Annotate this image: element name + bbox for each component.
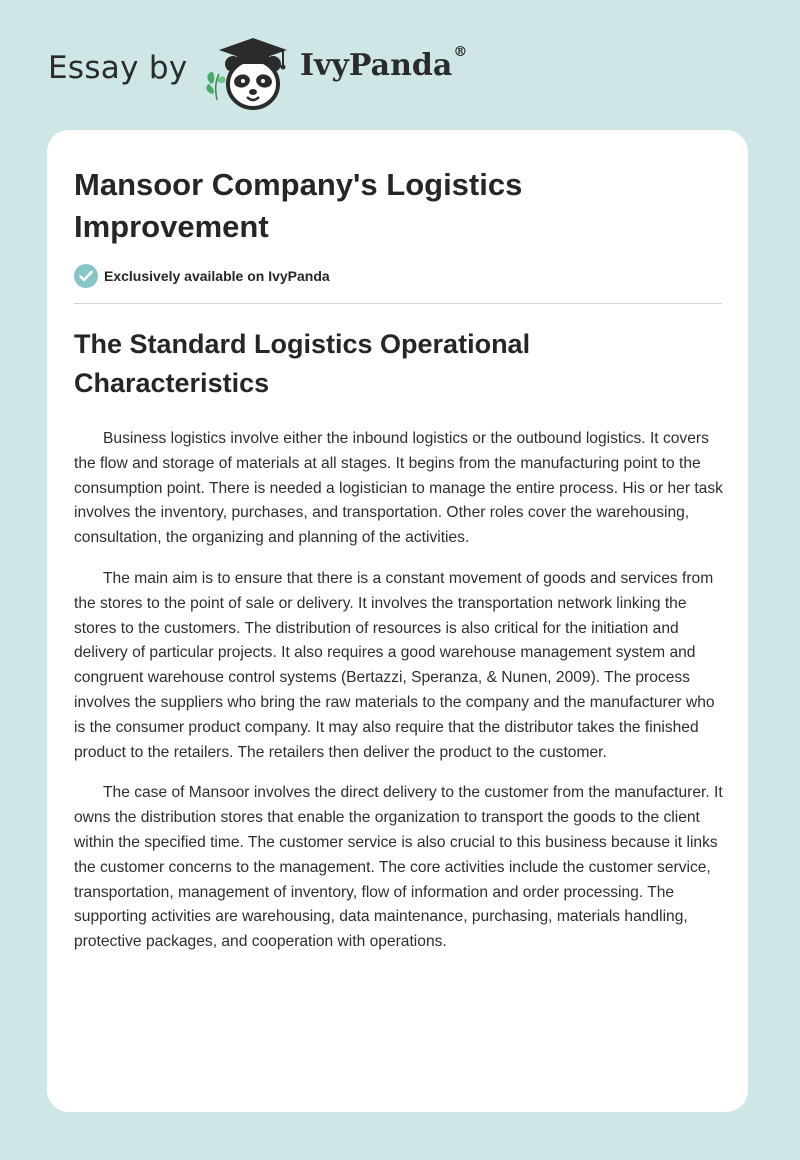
site-header [48, 30, 568, 114]
check-circle-icon [74, 264, 98, 288]
essay-title: Mansoor Company's Logistics Improvement [74, 167, 523, 244]
paragraph-3: The case of Mansoor involves the direct delivery to the customer from the manufacturer. It owns the distribution stores that enable the organization to transport the goods to the client within the specified time. The customer service is also crucial to this business because it links the customer concerns to the management. The core activities include the customer service, transportation, management of inventory, flow of information and order processing. The supporting activities are warehousing, data maintenance, purchasing, materials handling, protective packages, and cooperation with operations. [74, 784, 723, 951]
section-heading: The Standard Logistics Operational Characteristics [74, 329, 531, 398]
title-divider [74, 303, 722, 304]
brand-name[interactable] [300, 44, 468, 83]
essay-body [74, 427, 724, 971]
essay-card [47, 130, 748, 1112]
exclusive-badge-text: Exclusively available on IvyPanda [104, 268, 330, 284]
exclusive-badge [74, 263, 330, 289]
paragraph-1: Business logistics involve either the inbound logistics or the outbound logistics. It covers the flow and storage of materials at all stages. It begins from the manufacturing point to the consumption point. There is needed a logistician to manage the entire process. His or her task involves the inventory, purchases, and transportation. Other roles cover the warehousing, consultation, the organizing and planning of the activities. [74, 430, 723, 547]
paragraph-2: The main aim is to ensure that there is a constant movement of goods and services from the stores to the point of sale or delivery. It involves the transportation network linking the stores to the customers. The distribution of resources is also critical for the initiation and delivery of particular projects. It also requires a good warehouse management system and congruent warehouse control systems (Bertazzi, Speranza, & Nunen, 2009). The process involves the suppliers who bring the raw materials to the company and the manufacturer who is the consumer product company. It may also require that the distributor takes the finished product to the retailers. The retailers then deliver the product to the customer. [74, 569, 715, 761]
panda-graduate-logo-icon[interactable] [203, 34, 291, 112]
brand-name-text: IvyPanda [300, 48, 453, 83]
registered-mark: ® [453, 44, 468, 60]
essay-by-label: Essay by [48, 50, 188, 86]
